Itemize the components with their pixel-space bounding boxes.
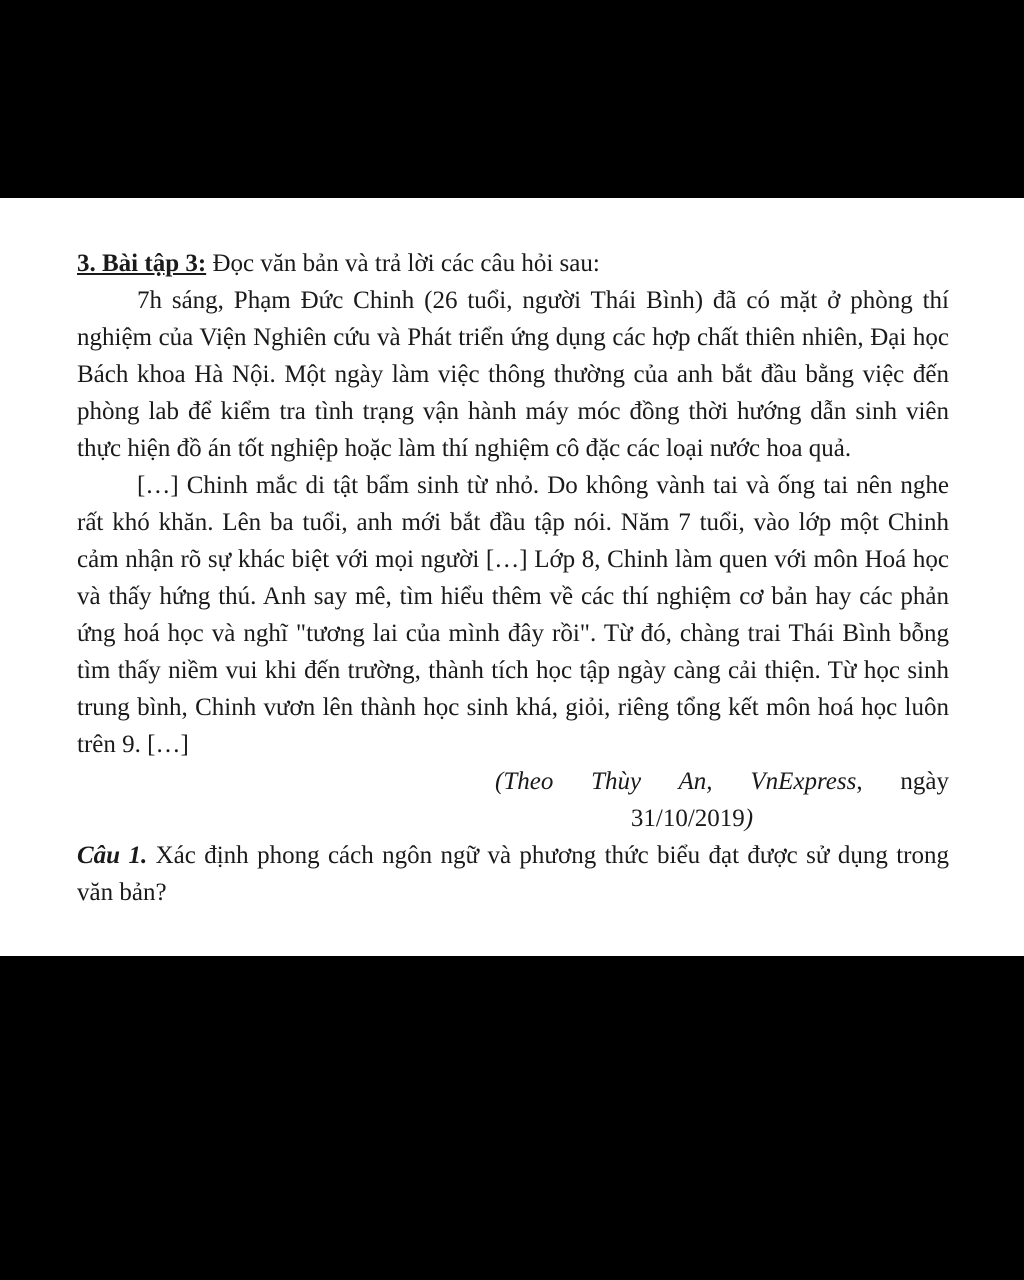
document-content (77, 245, 949, 911)
source-date: 31/10/2019 (630, 805, 745, 832)
exercise-label: 3. Bài tập 3: (77, 250, 207, 277)
question-1-text: Xác định phong cách ngôn ngữ và phương thức biểu đạt được sử dụng trong văn bản? (77, 842, 949, 906)
question-1 (77, 837, 949, 911)
source-line-2 (435, 800, 949, 837)
source-close: ) (744, 805, 754, 832)
exercise-instruction: Đọc văn bản và trả lời các câu hỏi sau: (212, 250, 600, 277)
exercise-heading (77, 245, 949, 282)
passage-paragraph-1: 7h sáng, Phạm Đức Chinh (26 tuổi, người Thái Bình) đã có mặt ở phòng thí nghiệm của Viện Nghiên cứu và Phát triển ứng dụng các hợp chất thiên nhiên, Đại học Bách khoa Hà Nội. Một ngày làm việc thông thường của anh bắt đầu bằng việc đến phòng lab để kiểm tra tình trạng vận hành máy móc đồng thời hướng dẫn sinh viên thực hiện đồ án tốt nghiệp hoặc làm thí nghiệm cô đặc các loại nước hoa quả. (77, 287, 949, 462)
source-line-1 (495, 763, 949, 800)
document-page (0, 198, 1024, 956)
source-open: (Theo (495, 768, 592, 795)
question-1-label: Câu 1. (77, 842, 148, 869)
source-citation (77, 763, 949, 837)
passage-paragraph-2: […] Chinh mắc di tật bẩm sinh từ nhỏ. Do không vành tai và ống tai nên nghe rất khó khăn. Lên ba tuổi, anh mới bắt đầu tập nói. Năm 7 tuổi, vào lớp một Chinh cảm nhận rõ sự khác biệt với mọi người […] Lớp 8, Chinh làm quen với môn Hoá học và thấy hứng thú. Anh say mê, tìm hiểu thêm về các thí nghiệm cơ bản hay các phản ứng hoá học và nghĩ "tương lai của mình đây rồi". Từ đó, chàng trai Thái Bình bỗng tìm thấy niềm vui khi đến trường, thành tích học tập ngày càng cải thiện. Từ học sinh trung bình, Chinh vươn lên thành học sinh khá, giỏi, riêng tổng kết môn hoá học luôn trên 9. […] (77, 472, 949, 758)
source-author: Thùy An, VnExpress (591, 768, 857, 795)
source-middle: , ngày (856, 768, 949, 795)
